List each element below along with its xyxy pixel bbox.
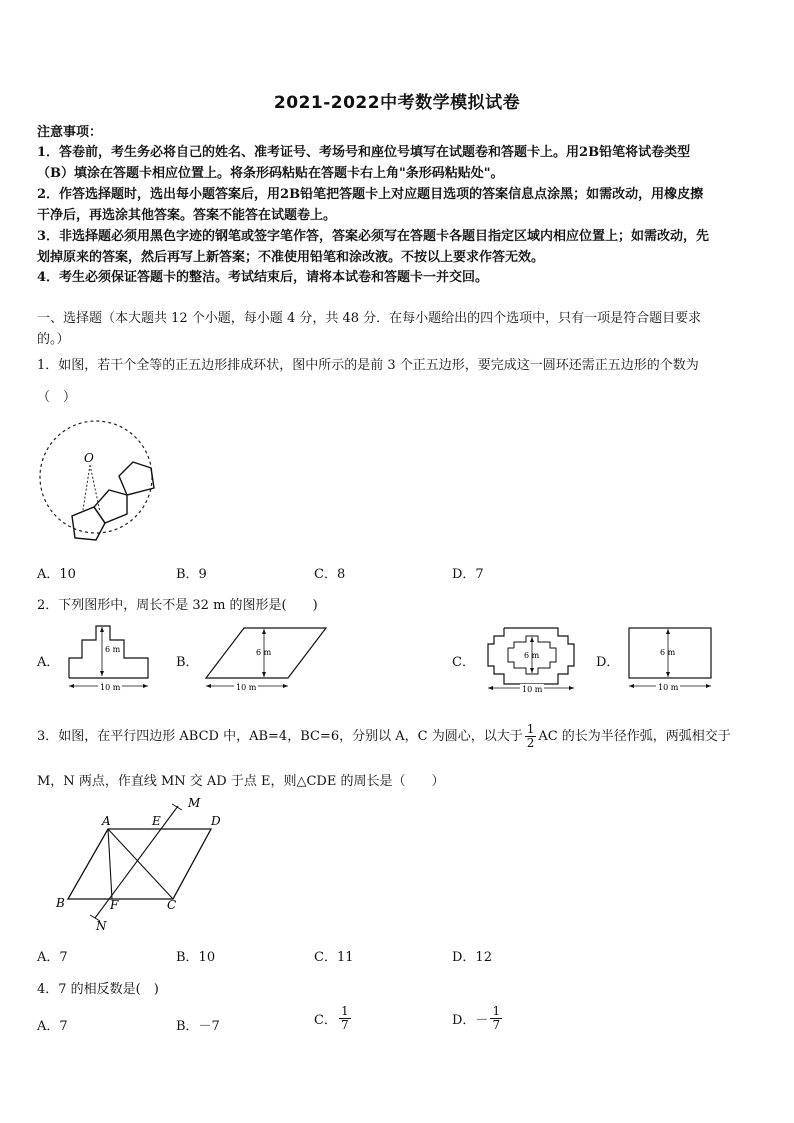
q3-stem-line1 (37, 723, 731, 750)
q3-stem-line2: M，N 两点，作直线 MN 交 AD 于点 E，则△CDE 的周长是（ ） (37, 774, 445, 789)
notice-line: 3．非选择题必须用黑色字迹的钢笔或签字笔作答，答案必须写在答题卡各题目指定区域内相应位置上；如需改动，先 (37, 229, 710, 244)
q1-option-b[interactable]: B．9 (176, 567, 207, 582)
q2-figure-a-stepped (64, 618, 156, 692)
notice-line: 干净后，再选涂其他答案。答案不能答在试题卷上。 (37, 208, 337, 223)
q3-point-d-label: D (211, 814, 221, 828)
q4-d-den: 7 (492, 1018, 501, 1033)
q3-fraction (525, 723, 537, 750)
q3-point-e-label: E (152, 814, 161, 828)
q4-c-den: 7 (340, 1018, 349, 1033)
q1-option-c[interactable]: C．8 (314, 567, 346, 582)
q3-option-a[interactable]: A．7 (37, 950, 68, 965)
q4-option-c[interactable] (314, 1005, 353, 1032)
notice-line: 划掉原来的答案，然后再写上新答案；不准使用铅笔和涂改液。不按以上要求作答无效。 (37, 250, 545, 265)
q1-pentagon-ring-figure (34, 410, 184, 550)
q3-point-n-label: N (96, 919, 107, 933)
notice-line: （B）填涂在答题卡相应位置上。将条形码粘贴在答题卡右上角"条形码粘贴处"。 (37, 166, 504, 181)
q3-frac-num: 1 (526, 722, 535, 736)
q4-option-d[interactable] (452, 1005, 504, 1032)
q1-point-o-label: O (84, 451, 94, 465)
notice-line: 1．答卷前，考生务必将自己的姓名、准考证号、考场号和座位号填写在试题卷和答题卡上。用2B铅笔将试卷类型 (37, 145, 691, 160)
q4-c-num: 1 (340, 1004, 349, 1018)
q3-point-m-label: M (188, 796, 201, 810)
q1-option-d[interactable]: D．7 (452, 567, 484, 582)
q1-stem: 1．如图，若干个全等的正五边形排成环状，图中所示的是前 3 个正五边形，要完成这一圆环还需正五边形的个数为 (37, 358, 699, 373)
section-heading-cont: 的。） (37, 332, 70, 347)
q2-b-height-label: 6 m (256, 648, 272, 657)
notice-heading: 注意事项： (37, 125, 103, 140)
q3-stem-part-a: 3．如图，在平行四边形 ABCD 中，AB=4，BC=6，分别以 A，C 为圆心，以大于 (37, 729, 523, 745)
q2-b-width-label: 10 m (236, 683, 257, 692)
q2-figure-c-cross (484, 618, 580, 694)
page-title: 2021-2022中考数学模拟试卷 (273, 93, 521, 113)
q2-c-height-label: 6 m (524, 651, 540, 660)
q4-d-num: 1 (492, 1004, 501, 1018)
q3-frac-den: 2 (526, 736, 535, 751)
q2-stem: 2．下列图形中，周长不是 32 m 的图形是( ) (37, 598, 318, 613)
q4-option-a[interactable]: A．7 (37, 1019, 68, 1034)
q2-option-a-label[interactable]: A． (37, 655, 60, 670)
section-heading: 一、选择题（本大题共 12 个小题，每小题 4 分，共 48 分．在每小题给出的四个选项中，只有一项是符合题目要求 (37, 311, 702, 326)
q2-option-c-label[interactable]: C． (452, 655, 475, 670)
q2-a-height-label: 6 m (105, 645, 121, 654)
q1-option-a[interactable]: A．10 (37, 567, 76, 582)
notice-line: 2．作答选择题时，选出每小题答案后，用2B铅笔把答题卡上对应题目选项的答案信息点涂黑；如需改动，用橡皮擦 (37, 187, 704, 202)
q4-option-d-label: D．－ (452, 1013, 489, 1029)
q2-option-d-label[interactable]: D． (596, 655, 620, 670)
q1-paren: （ ） (37, 390, 77, 405)
q2-a-width-label: 10 m (100, 683, 121, 692)
q3-point-a-label: A (102, 814, 111, 828)
q3-option-b[interactable]: B．10 (176, 950, 216, 965)
q2-c-width-label: 10 m (522, 685, 543, 694)
q2-figure-d-rectangle (624, 620, 716, 694)
q3-point-f-label: F (110, 898, 119, 912)
q2-figure-b-parallelogram (200, 620, 332, 694)
q3-point-c-label: C (167, 898, 177, 912)
q2-d-width-label: 10 m (658, 683, 679, 692)
q2-option-b-label[interactable]: B． (176, 655, 199, 670)
q4-option-d-fraction (490, 1005, 502, 1032)
notice-line: 4．考生必须保证答题卡的整洁。考试结束后，请将本试卷和答题卡一并交回。 (37, 270, 489, 285)
q3-option-d[interactable]: D．12 (452, 950, 492, 965)
q4-option-c-fraction (339, 1005, 351, 1032)
q3-point-b-label: B (56, 896, 65, 910)
q3-option-c[interactable]: C．11 (314, 950, 354, 965)
q3-parallelogram-figure (50, 795, 235, 935)
q4-stem: 4．7 的相反数是( ) (37, 982, 159, 997)
q3-stem-part-b: AC 的长为半径作弧，两弧相交于 (538, 729, 731, 745)
q2-d-height-label: 6 m (660, 648, 676, 657)
q4-option-b[interactable]: B．－7 (176, 1019, 220, 1034)
q4-option-c-label: C． (314, 1013, 337, 1029)
